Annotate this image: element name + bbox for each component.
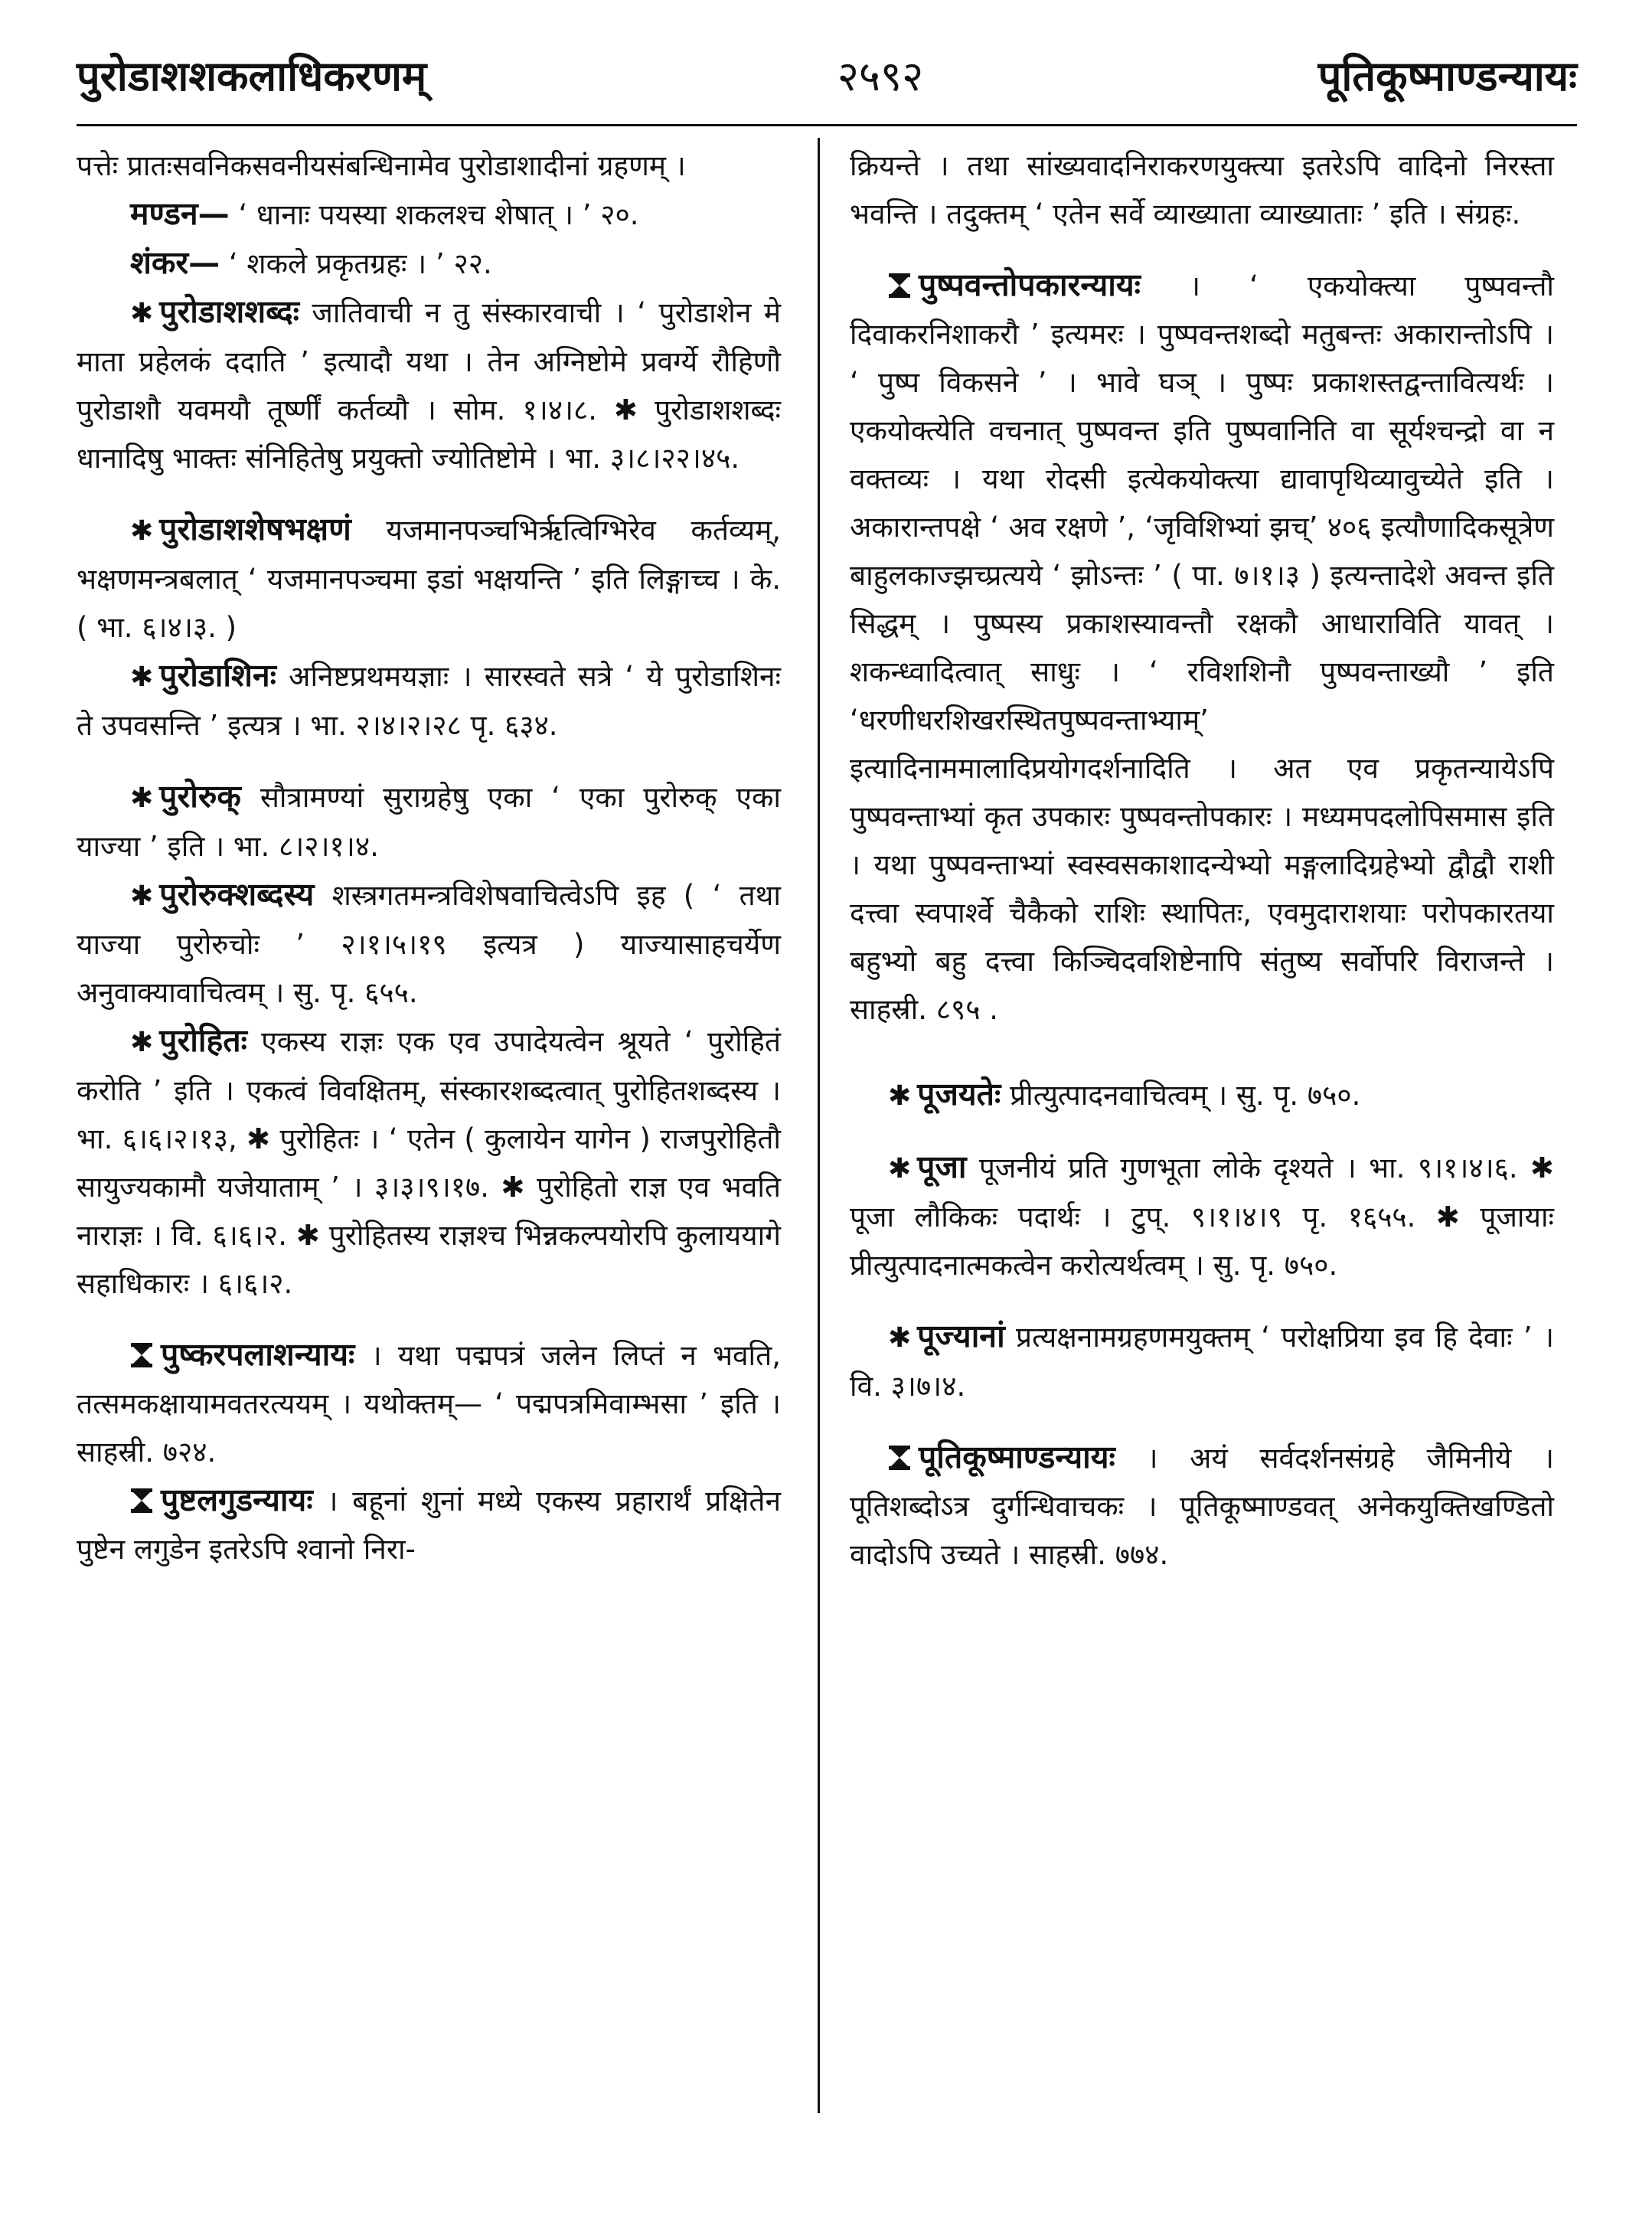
header-last-entry: पूतिकूष्माण्डन्यायः: [1317, 52, 1577, 100]
nyaya-entry: पूतिकूष्माण्डन्यायः । अयं सर्वदर्शनसंग्रहे जैमिनीये । पूतिशब्दोऽत्र दुर्गन्धिवाचकः । पूतिकूष्माण्डवत् अनेकयुक्तिखण्डितो वादोऽपि उच्यते । साहस्री. ७७४.: [850, 1439, 1554, 1571]
asterisk-icon: ✱: [888, 1153, 912, 1184]
entry-headword: पूज्यानां: [917, 1318, 1005, 1354]
entry-headword: पुरोहितः: [159, 1022, 247, 1059]
dictionary-entry: ✱ पूजयतेः प्रीत्युत्पादनवाचित्वम् । सु. पृ. ७५०.: [888, 1076, 1361, 1112]
asterisk-icon: ✱: [130, 298, 154, 329]
dictionary-entry: ✱ पुरोहितः एकस्य राज्ञः एक एव उपादेयत्वेन श्रूयते ‘ पुरोहितं करोति ’ इति । एकत्वं विवक्षितम्, संस्कारशब्दत्वात् पुरोहितशब्दस्य । भा. ६।६।२।१३, ✱ पुरोहितः । ‘ एतेन ( कुलायेन यागेन ) राजपुरोहितौ सायुज्यकामौ यजेयाताम् ’ । ३।३।९।१७. ✱ पुरोहितो राज्ञ एव भवति नाराज्ञः । वि. ६।६।२. ✱ पुरोहितस्य राज्ञश्च भिन्नकल्पयोरपि कुलाययागे सहाधिकारः । ६।६।२.: [77, 1022, 781, 1300]
asterisk-icon: ✱: [888, 1080, 912, 1112]
asterisk-icon: ✱: [130, 782, 154, 814]
nyaya-mark-icon: [130, 1342, 153, 1368]
entry-headword: पुरोडाशशेषभक्षणं: [159, 511, 351, 547]
right-column: [850, 142, 1554, 1579]
entry-continuation: पत्तेः प्रातःसवनिकसवनीयसंबन्धिनामेव पुरोडाशादीनां ग्रहणम् ।: [77, 149, 686, 182]
asterisk-icon: ✱: [130, 1027, 154, 1058]
commentary-shankara: शंकर— ‘ शकले प्रकृतग्रहः । ’ २२.: [130, 244, 492, 281]
nyaya-headword: पुष्पवन्तोपकारन्यायः: [919, 266, 1141, 303]
commentator-name: मण्डन—: [130, 195, 230, 232]
dictionary-entry: ✱ पुरोडाशशब्दः जातिवाची न तु संस्कारवाची । ‘ पुरोडाशेन मे माता प्रहेलकं ददाति ’ इत्यादौ यथा । तेन अग्निष्टोमे प्रवर्ग्ये रौहिणौ पुरोडाशौ यवमयौ तूर्ष्णीं कर्तव्यौ । सोम. १।४।८. ✱ पुरोडाशशब्दः धानादिषु भाक्तः संनिहितेषु प्रयुक्तो ज्योतिष्टोमे । भा. ३।८।२२।४५.: [77, 293, 781, 475]
nyaya-mark-icon: [888, 273, 911, 299]
dictionary-entry: ✱ पुरोडाशिनः अनिष्टप्रथमयज्ञाः । सारस्वते सत्रे ‘ ये पुरोडाशिनः ते उपवसन्ति ’ इत्यत्र । भा. २।४।२।२८ पृ. ६३४.: [77, 657, 781, 742]
entry-headword: पूजा: [917, 1148, 967, 1185]
entry-headword: पुरोडाशशब्दः: [159, 293, 299, 330]
asterisk-icon: ✱: [130, 515, 154, 547]
entry-headword: पुरोरुक्: [159, 778, 241, 815]
header-first-entry: पुरोडाशशकलाधिकरणम्: [77, 52, 427, 100]
nyaya-headword: पूतिकूष्माण्डन्यायः: [919, 1439, 1115, 1475]
dictionary-entry: ✱ पुरोरुक्शब्दस्य शस्त्रगतमन्त्रविशेषवाचित्वेऽपि इह ( ‘ तथा याज्या पुरोरुचोः ’ २।१।५।१९ इत्यत्र ) याज्यासाहचर्येण अनुवाक्यावाचित्वम् । सु. पृ. ६५५.: [77, 876, 781, 1009]
nyaya-headword: पुष्करपलाशन्यायः: [161, 1336, 355, 1373]
nyaya-headword: पुष्टलगुडन्यायः: [161, 1482, 313, 1518]
asterisk-icon: ✱: [888, 1322, 912, 1354]
dictionary-entry: ✱ पूज्यानां प्रत्यक्षनामग्रहणमयुक्तम् ‘ परोक्षप्रिया इव हि देवाः ’ । वि. ३।७।४.: [850, 1318, 1554, 1403]
entry-headword: पूजयतेः: [917, 1076, 1001, 1112]
header-divider: [77, 124, 1577, 126]
asterisk-icon: ✱: [130, 880, 154, 912]
dictionary-entry: ✱ पुरोरुक् सौत्रामण्यां सुराग्रहेषु एका ‘ एका पुरोरुक् एका याज्या ’ इति । भा. ८।२।१।४.: [77, 778, 781, 863]
nyaya-mark-icon: [888, 1445, 911, 1471]
page-number: २५९२: [837, 52, 924, 100]
entry-headword: पुरोरुक्शब्दस्य: [159, 876, 315, 913]
entry-continuation: क्रियन्ते । तथा सांख्यवादनिराकरणयुक्त्या इतरेऽपि वादिनो निरस्ता भवन्ति । तदुक्तम् ‘ एतेन सर्वे व्याख्याता व्याख्याताः ’ इति । संग्रहः.: [850, 149, 1554, 230]
nyaya-entry: पुष्करपलाशन्यायः । यथा पद्मपत्रं जलेन लिप्तं न भवति, तत्समकक्षायामवतरत्ययम् । यथोक्तम्— ‘ पद्मपत्रमिवाम्भसा ’ इति । साहस्री. ७२४.: [77, 1336, 781, 1468]
commentary-mandana: मण्डन— ‘ धानाः पयस्या शकलश्च शेषात् । ’ २०.: [130, 195, 639, 232]
nyaya-entry: पुष्पवन्तोपकारन्यायः । ‘ एकयोक्त्या पुष्पवन्तौ दिवाकरनिशाकरौ ’ इत्यमरः । पुष्पवन्तशब्दो मतुबन्तः अकारान्तोऽपि । ‘ पुष्प विकसने ’ । भावे घञ् । पुष्पः प्रकाशस्तद्वन्तावित्यर्थः । एकयोक्त्येति वचनात् पुष्पवन्त इति पुष्पवानिति वा सूर्यश्चन्द्रो वा न वक्तव्यः । यथा रोदसी इत्येकयोक्त्या द्यावापृथिव्यावुच्येते इति । अकारान्तपक्षे ‘ अव रक्षणे ’, ‘जृविशिभ्यां झच्’ ४०६ इत्यौणादिकसूत्रेण बाहुलकाज्झच्प्रत्यये ‘ झोऽन्तः ’ ( पा. ७।१।३ ) इत्यन्तादेशे अवन्त इति सिद्धम् । पुष्पस्य प्रकाशस्यावन्तौ रक्षकौ आधाराविति यावत् । शकन्ध्वादित्वात् साधुः । ‘ रविशशिनौ पुष्पवन्ताख्यौ ’ इति ‘धरणीधरशिखरस्थितपुष्पवन्ताभ्याम्’ इत्यादिनाममालादिप्रयोगदर्शनादिति । अत एव प्रकृतन्यायेऽपि पुष्पवन्ताभ्यां कृत उपकारः पुष्पवन्तोपकारः । मध्यमपदलोपिसमास इति । यथा पुष्पवन्ताभ्यां स्वस्वसकाशादन्येभ्यो मङ्गलादिग्रहेभ्यो द्वौद्वौ राशी दत्त्वा स्वपार्श्वे चैकैको राशिः स्थापितः, एवमुदाराशयाः परोपकारतया बहुभ्यो बहु दत्त्वा किञ्चिदवशिष्टेनापि संतुष्य सर्वोपरि विराजन्ते । साहस्री. ८९५ .: [850, 266, 1554, 1026]
nyaya-entry: पुष्टलगुडन्यायः । बहूनां शुनां मध्ये एकस्य प्रहारार्थं प्रक्षितेन पुष्टेन लगुडेन इतरेऽपि श्वानो निरा-: [77, 1482, 781, 1566]
commentator-name: शंकर—: [130, 244, 220, 281]
left-column: [77, 142, 781, 1573]
column-divider: [818, 138, 820, 2113]
asterisk-icon: ✱: [130, 662, 154, 693]
dictionary-entry: ✱ पुरोडाशशेषभक्षणं यजमानपञ्चभिर्ऋत्विग्भिरेव कर्तव्यम्, भक्षणमन्त्रबलात् ‘ यजमानपञ्चमा इडां भक्षयन्ति ’ इति लिङ्गाच्च । के. ( भा. ६।४।३. ): [77, 511, 781, 644]
entry-headword: पुरोडाशिनः: [159, 657, 276, 694]
page-header: [77, 31, 1577, 115]
dictionary-entry: ✱ पूजा पूजनीयं प्रति गुणभूता लोके दृश्यते । भा. ९।१।४।६. ✱ पूजा लौकिकः पदार्थः । टुप्. ९।१।४।९ पृ. १६५५. ✱ पूजायाः प्रीत्युत्पादनात्मकत्वेन करोत्यर्थत्वम् । सु. पृ. ७५०.: [850, 1148, 1554, 1282]
nyaya-mark-icon: [130, 1488, 153, 1514]
